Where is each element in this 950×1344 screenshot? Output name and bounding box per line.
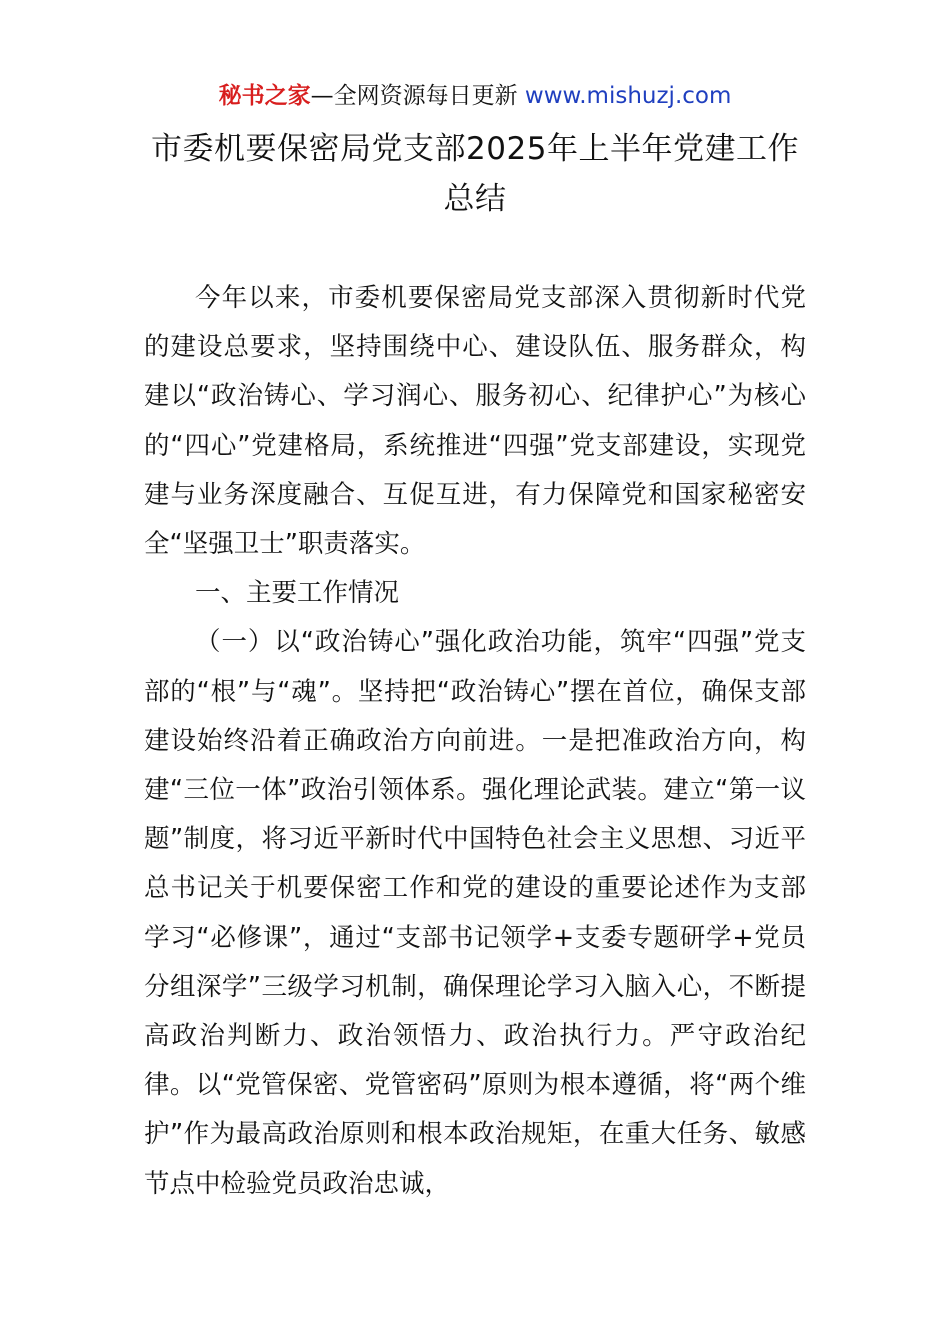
section-heading: 一、主要工作情况 bbox=[195, 578, 400, 609]
site-url[interactable]: www.mishuzj.com bbox=[524, 83, 732, 109]
document-body bbox=[144, 274, 806, 1209]
intro-paragraph: 今年以来，市委机要保密局党支部深入贯彻新时代党的建设总要求，坚持围绕中心、建设队伍、服务群众，构建以“政治铸心、学习润心、服务初心、纪律护心”为核心的“四心”党建格局，系统推进“四强”党支部建设，实现党建与业务深度融合、互促互进，有力保障党和国家秘密安全“坚强卫士”职责落实。 bbox=[144, 283, 806, 560]
site-header bbox=[0, 80, 950, 112]
brand-name: 秘书之家 bbox=[218, 83, 311, 109]
site-slogan: —全网资源每日更新 bbox=[310, 83, 518, 109]
body-paragraph: （一）以“政治铸心”强化政治功能，筑牢“四强”党支部的“根”与“魂”。坚持把“政治铸心”摆在首位，确保支部建设始终沿着正确政治方向前进。一是把准政治方向，构建“三位一体”政治引领体系。强化理论武装。建立“第一议题”制度，将习近平新时代中国特色社会主义思想、习近平总书记关于机要保密工作和党的建设的重要论述作为支部学习“必修课”，通过“支部书记领学+支委专题研学+党员分组深学”三级学习机制，确保理论学习入脑入心，不断提高政治判断力、政治领悟力、政治执行力。严守政治纪律。以“党管保密、党管密码”原则为根本遵循，将“两个维护”作为最高政治原则和根本政治规矩，在重大任务、敏感节点中检验党员政治忠诚， bbox=[144, 627, 806, 1199]
document-title: 市委机要保密局党支部2025年上半年党建工作总结 bbox=[151, 131, 799, 217]
